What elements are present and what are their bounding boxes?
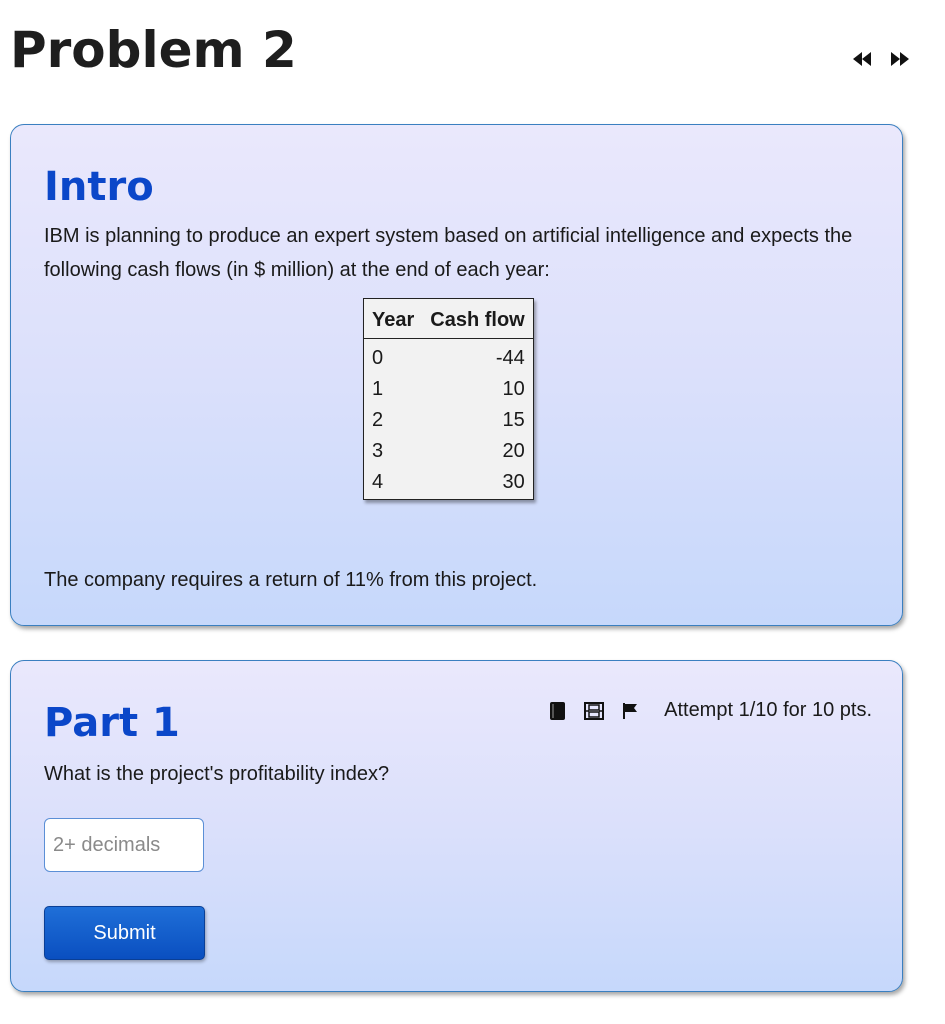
fast-forward-icon[interactable] — [891, 52, 909, 66]
book-icon[interactable] — [549, 701, 566, 721]
column-header-year: Year — [364, 299, 423, 339]
intro-text: IBM is planning to produce an expert system based on artificial intelligence and expects the following cash flows (in $ million) at the end of each year: — [44, 225, 853, 281]
cash-flow-cell: 30 — [502, 471, 525, 493]
rewind-icon[interactable] — [853, 52, 871, 66]
part-tools — [549, 699, 872, 722]
cash-flow-cell: 15 — [502, 409, 525, 431]
cash-flow-cell: 10 — [502, 378, 525, 400]
year-cell: 2 — [372, 409, 384, 431]
question-text: What is the project's profitability index? — [44, 763, 390, 785]
part-1-panel — [10, 660, 903, 992]
film-icon[interactable] — [584, 702, 604, 720]
year-cell: 1 — [372, 378, 384, 400]
page-title: Problem 2 — [10, 21, 297, 79]
table-row — [364, 406, 534, 437]
column-header-cash-flow: Cash flow — [422, 299, 533, 339]
table-row — [364, 339, 534, 376]
problem-nav — [853, 52, 909, 66]
year-cell: 3 — [372, 440, 384, 462]
table-header-row — [364, 299, 534, 339]
table-row — [364, 375, 534, 406]
intro-panel — [10, 124, 903, 626]
intro-heading: Intro — [44, 164, 154, 210]
required-return-text: The company requires a return of 11% from this project. — [44, 569, 538, 591]
cash-flow-cell: -44 — [495, 347, 525, 369]
cash-flow-table — [363, 298, 534, 500]
year-cell: 0 — [372, 347, 384, 369]
attempt-info: Attempt 1/10 for 10 pts. — [664, 699, 872, 721]
table-row — [364, 468, 534, 500]
submit-button[interactable]: Submit — [44, 906, 205, 960]
table-row — [364, 437, 534, 468]
cash-flow-cell: 20 — [502, 440, 525, 462]
year-cell: 4 — [372, 471, 384, 493]
flag-icon[interactable] — [622, 702, 638, 720]
answer-input[interactable] — [44, 818, 204, 872]
part-heading: Part 1 — [44, 700, 180, 746]
